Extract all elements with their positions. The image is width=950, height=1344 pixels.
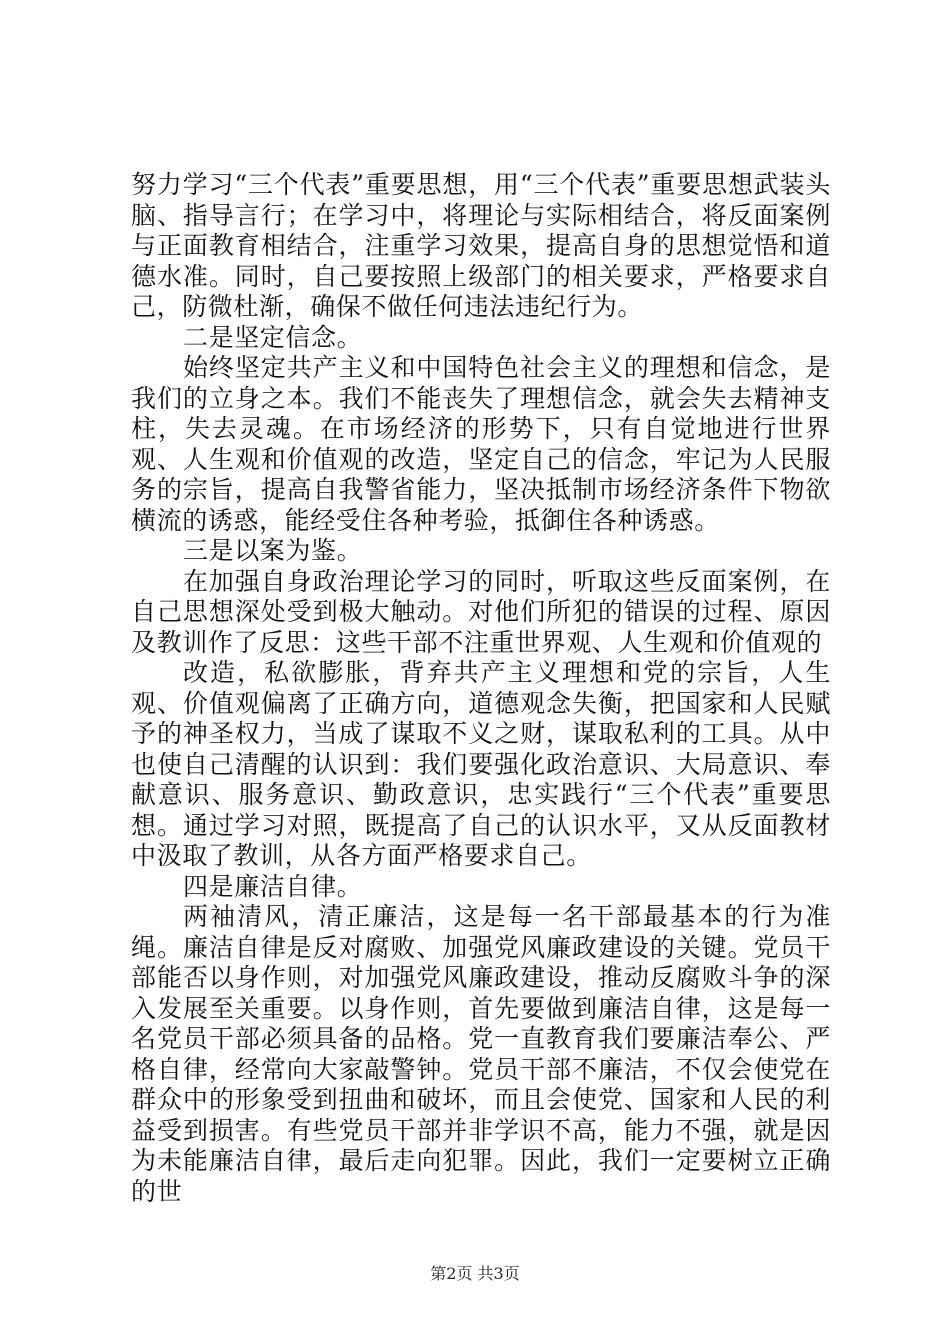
page-number-footer: 第2页 共3页 [430, 1264, 520, 1283]
document-body [131, 170, 831, 1207]
heading-self-discipline: 四是廉洁自律。 [183, 871, 363, 901]
heading-case-lessons: 三是以案为鉴。 [183, 536, 363, 565]
paragraph-2: 始终坚定共产主义和中国特色社会主义的理想和信念，是我们的立身之本。我们不能丧失了理想信念，就会失去精神支柱，失去灵魂。在市场经济的形势下，只有自觉地进行世界观、人生观和价值观的改造，坚定自己的信念，牢记为人民服务的宗旨，提高自我警省能力，坚决抵制市场经济条件下物欲横流的诱惑，能经受住各种考验，抵御住各种诱惑。 [131, 353, 831, 535]
paragraph-4: 改造，私欲膨胀，背弃共产主义理想和党的宗旨，人生观、价值观偏离了正确方向，道德观念失衡，把国家和人民赋予的神圣权力，当成了谋取不义之财，谋取私利的工具。从中也使自己清醒的认识到：我们要强化政治意识、大局意识、奉献意识、服务意识、勤政意识，忠实践行“三个代表”重要思想。通过学习对照，既提高了自己的认识水平，又从反面教材中汲取了教训，从各方面严格要求自己。 [131, 658, 831, 870]
paragraph-3: 在加强自身政治理论学习的同时，听取这些反面案例，在自己思想深处受到极大触动。对他们所犯的错误的过程、原因及教训作了反思：这些干部不注重世界观、人生观和价值观的 [131, 566, 831, 657]
heading-firm-belief: 二是坚定信念。 [183, 322, 363, 352]
paragraph-1: 努力学习“三个代表”重要思想，用“三个代表”重要思想武装头脑、指导言行；在学习中，将理论与实际相结合，将反面案例与正面教育相结合，注重学习效果，提高自身的思想觉悟和道德水准。同时，自己要按照上级部门的相关要求，严格要求自己，防微杜渐，确保不做任何违法违纪行为。 [131, 170, 831, 321]
paragraph-5: 两袖清风，清正廉洁，这是每一名干部最基本的行为准绳。廉洁自律是反对腐败、加强党风廉政建设的关键。党员干部能否以身作则，对加强党风廉政建设，推动反腐败斗争的深入发展至关重要。以身作则，首先要做到廉洁自律，这是每一名党员干部必须具备的品格。党一直教育我们要廉洁奉公、严格自律，经常向大家敲警钟。党员干部不廉洁，不仅会使党在群众中的形象受到扭曲和破坏，而且会使党、国家和人民的利益受到损害。有些党员干部并非学识不高，能力不强，就是因为未能廉洁自律，最后走向犯罪。因此，我们一定要树立正确的世 [131, 902, 831, 1206]
